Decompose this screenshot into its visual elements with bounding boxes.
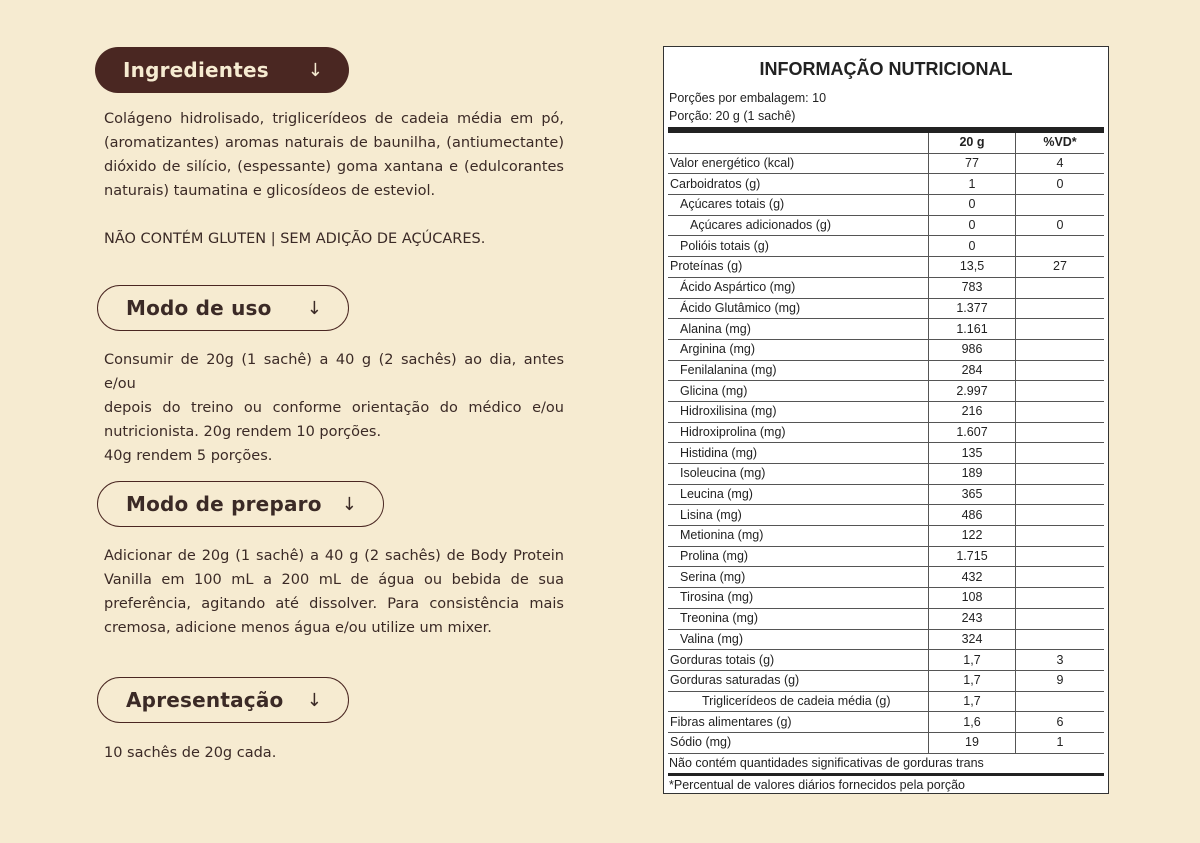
ingredientes-header[interactable] — [95, 47, 349, 93]
nutrient-vd — [1016, 298, 1105, 319]
nutrient-vd — [1016, 381, 1105, 402]
apresentacao-title: Apresentação — [126, 688, 284, 712]
nutrient-name: Valor energético (kcal) — [668, 153, 929, 174]
modo-uso-title: Modo de uso — [126, 296, 272, 320]
table-row — [668, 401, 1104, 422]
apresentacao-header[interactable] — [97, 677, 349, 723]
nutrient-vd — [1016, 567, 1105, 588]
nutrient-amount: 77 — [929, 153, 1016, 174]
nutrient-name: Fibras alimentares (g) — [668, 712, 929, 733]
nutrient-name: Açúcares totais (g) — [668, 195, 929, 216]
table-row — [668, 195, 1104, 216]
table-row — [668, 629, 1104, 650]
table-row — [668, 443, 1104, 464]
nutrient-vd: 0 — [1016, 174, 1105, 195]
table-row — [668, 153, 1104, 174]
arrow-down-icon: ↓ — [306, 689, 322, 711]
table-row — [668, 381, 1104, 402]
nutrient-amount: 486 — [929, 505, 1016, 526]
table-row — [668, 298, 1104, 319]
nutrient-amount: 1.161 — [929, 319, 1016, 340]
table-row — [668, 588, 1104, 609]
nutrient-vd: 0 — [1016, 215, 1105, 236]
nutrient-name: Leucina (mg) — [668, 484, 929, 505]
nutrient-vd — [1016, 608, 1105, 629]
nutrient-name: Histidina (mg) — [668, 443, 929, 464]
table-row — [668, 608, 1104, 629]
table-row — [668, 732, 1104, 753]
nutrient-name: Hidroxilisina (mg) — [668, 401, 929, 422]
nutrient-name: Serina (mg) — [668, 567, 929, 588]
nutrient-name: Valina (mg) — [668, 629, 929, 650]
nutrient-amount: 135 — [929, 443, 1016, 464]
arrow-down-icon: ↓ — [307, 59, 323, 81]
nutrient-name: Carboidratos (g) — [668, 174, 929, 195]
nutrition-table — [668, 133, 1104, 754]
nutrient-amount: 783 — [929, 277, 1016, 298]
vd-footnote: *Percentual de valores diários fornecidos pela porção — [669, 777, 966, 792]
nutrient-name: Glicina (mg) — [668, 381, 929, 402]
portion-size: Porção: 20 g (1 sachê) — [669, 109, 796, 123]
trans-fat-note: Não contém quantidades significativas de gorduras trans — [669, 755, 984, 770]
nutrient-vd — [1016, 360, 1105, 381]
nutrient-amount: 1.377 — [929, 298, 1016, 319]
nutrient-vd — [1016, 505, 1105, 526]
table-row — [668, 215, 1104, 236]
table-row — [668, 650, 1104, 671]
table-row — [668, 484, 1104, 505]
modo-preparo-title: Modo de preparo — [126, 492, 322, 516]
nutrient-amount: 0 — [929, 215, 1016, 236]
modo-preparo-header[interactable] — [97, 481, 384, 527]
gluten-note: NÃO CONTÉM GLUTEN | SEM ADIÇÃO DE AÇÚCARES. — [104, 231, 486, 247]
nutrient-amount: 1,7 — [929, 691, 1016, 712]
table-row — [668, 422, 1104, 443]
nutrient-vd — [1016, 422, 1105, 443]
nutrient-vd: 6 — [1016, 712, 1105, 733]
nutrient-amount: 189 — [929, 464, 1016, 485]
nutrient-amount: 2.997 — [929, 381, 1016, 402]
nutrient-name: Fenilalanina (mg) — [668, 360, 929, 381]
modo-uso-header[interactable] — [97, 285, 349, 331]
nutrient-amount: 216 — [929, 401, 1016, 422]
nutrient-vd: 3 — [1016, 650, 1105, 671]
nutrient-vd — [1016, 484, 1105, 505]
nutrient-vd — [1016, 546, 1105, 567]
column-20g: 20 g — [929, 133, 1016, 153]
nutrient-name: Tirosina (mg) — [668, 588, 929, 609]
nutrient-amount: 1,7 — [929, 670, 1016, 691]
nutrient-vd: 4 — [1016, 153, 1105, 174]
nutrient-name: Triglicerídeos de cadeia média (g) — [668, 691, 929, 712]
nutrition-title: INFORMAÇÃO NUTRICIONAL — [759, 59, 1013, 79]
table-row — [668, 670, 1104, 691]
nutrient-name: Açúcares adicionados (g) — [668, 215, 929, 236]
nutrient-name: Sódio (mg) — [668, 732, 929, 753]
nutrient-name: Lisina (mg) — [668, 505, 929, 526]
nutrient-name: Ácido Aspártico (mg) — [668, 277, 929, 298]
nutrient-vd — [1016, 629, 1105, 650]
table-row — [668, 174, 1104, 195]
nutrient-amount: 432 — [929, 567, 1016, 588]
nutrient-name: Metionina (mg) — [668, 526, 929, 547]
nutrient-name: Isoleucina (mg) — [668, 464, 929, 485]
nutrient-name: Arginina (mg) — [668, 339, 929, 360]
nutrient-vd — [1016, 236, 1105, 257]
table-row — [668, 712, 1104, 733]
nutrient-vd — [1016, 691, 1105, 712]
table-row — [668, 691, 1104, 712]
apresentacao-text: 10 sachês de 20g cada. — [104, 745, 277, 761]
nutrient-name: Gorduras totais (g) — [668, 650, 929, 671]
table-row — [668, 360, 1104, 381]
nutrient-amount: 1,7 — [929, 650, 1016, 671]
nutrient-vd — [1016, 526, 1105, 547]
nutrient-name: Alanina (mg) — [668, 319, 929, 340]
nutrient-vd — [1016, 588, 1105, 609]
table-row — [668, 526, 1104, 547]
nutrient-name: Polióis totais (g) — [668, 236, 929, 257]
arrow-down-icon: ↓ — [341, 493, 357, 515]
nutrient-amount: 0 — [929, 195, 1016, 216]
nutrient-vd: 1 — [1016, 732, 1105, 753]
table-row — [668, 505, 1104, 526]
table-row — [668, 257, 1104, 278]
nutrient-vd — [1016, 339, 1105, 360]
table-row — [668, 567, 1104, 588]
table-row — [668, 339, 1104, 360]
nutrient-amount: 324 — [929, 629, 1016, 650]
column-vd: %VD* — [1016, 133, 1105, 153]
nutrient-amount: 284 — [929, 360, 1016, 381]
nutrient-amount: 0 — [929, 236, 1016, 257]
nutrient-name: Gorduras saturadas (g) — [668, 670, 929, 691]
nutrient-amount: 19 — [929, 732, 1016, 753]
ingredientes-text: Colágeno hidrolisado, triglicerídeos de cadeia média em pó, (aromatizantes) aromas naturais de baunilha, (antiumectante) dióxido de silício, (espessante) goma xantana e (edulcorantes naturais) taumatina e glicosídeos de esteviol. — [104, 111, 564, 199]
nutrient-vd — [1016, 401, 1105, 422]
modo-preparo-text: Adicionar de 20g (1 sachê) a 40 g (2 sachês) de Body Protein Vanilla em 100 mL a 200 mL de água ou bebida de sua preferência, agitando até dissolver. Para consistência mais cremosa, adicione menos água e/ou utilize um mixer. — [104, 548, 564, 636]
nutrient-vd — [1016, 443, 1105, 464]
table-row — [668, 464, 1104, 485]
ingredientes-title: Ingredientes — [123, 58, 269, 82]
nutrient-name: Hidroxiprolina (mg) — [668, 422, 929, 443]
nutrient-amount: 122 — [929, 526, 1016, 547]
arrow-down-icon: ↓ — [306, 297, 322, 319]
nutrient-vd: 9 — [1016, 670, 1105, 691]
nutrient-amount: 1,6 — [929, 712, 1016, 733]
nutrient-amount: 1.607 — [929, 422, 1016, 443]
nutrient-vd: 27 — [1016, 257, 1105, 278]
nutrient-vd — [1016, 464, 1105, 485]
nutrient-amount: 365 — [929, 484, 1016, 505]
nutrient-amount: 1 — [929, 174, 1016, 195]
nutrient-name: Proteínas (g) — [668, 257, 929, 278]
nutrition-facts-panel — [663, 46, 1109, 794]
nutrient-vd — [1016, 277, 1105, 298]
table-row — [668, 277, 1104, 298]
nutrient-name: Ácido Glutâmico (mg) — [668, 298, 929, 319]
nutrient-amount: 243 — [929, 608, 1016, 629]
nutrient-amount: 108 — [929, 588, 1016, 609]
nutrient-name: Prolina (mg) — [668, 546, 929, 567]
nutrient-amount: 986 — [929, 339, 1016, 360]
nutrient-amount: 1.715 — [929, 546, 1016, 567]
nutrient-vd — [1016, 319, 1105, 340]
nutrient-amount: 13,5 — [929, 257, 1016, 278]
table-row — [668, 319, 1104, 340]
servings-per-package: Porções por embalagem: 10 — [669, 91, 827, 105]
table-row — [668, 236, 1104, 257]
nutrient-name: Treonina (mg) — [668, 608, 929, 629]
table-row — [668, 546, 1104, 567]
modo-uso-text: Consumir de 20g (1 sachê) a 40 g (2 sachês) ao dia, antes e/ou depois do treino ou conforme orientação do médico e/ou nutricionista. 20g rendem 10 porções. 40g rendem 5 porções. — [104, 352, 564, 464]
table-header-row — [668, 133, 1104, 153]
nutrient-vd — [1016, 195, 1105, 216]
